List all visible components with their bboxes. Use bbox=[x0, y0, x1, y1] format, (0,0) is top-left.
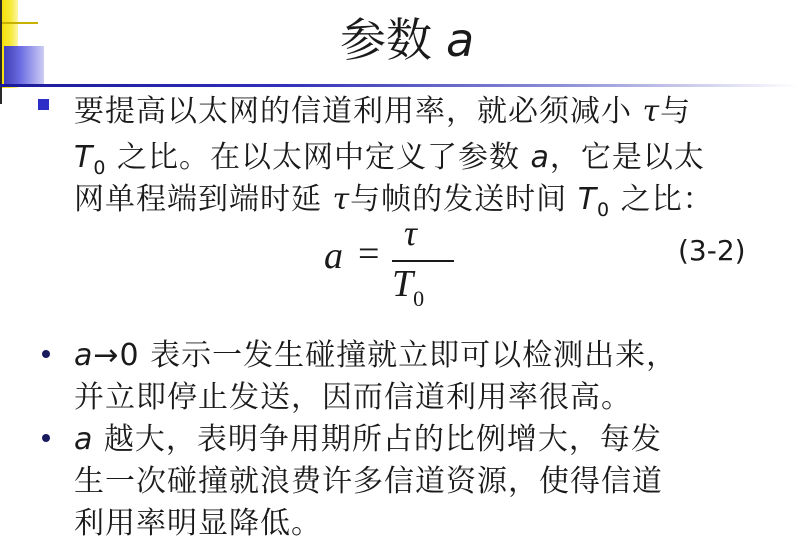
formula-a-equals-tau-over-t0 bbox=[322, 214, 462, 314]
round-bullet-icon bbox=[42, 350, 50, 358]
bullet1-line1-text: 要提高以太网的信道利用率，就必须减小 bbox=[74, 94, 643, 129]
bullet3-line1-text: 越大，表明争用期所占的比例增大，每发 bbox=[93, 422, 662, 457]
tau-symbol: τ bbox=[642, 94, 661, 129]
a-symbol: a bbox=[74, 338, 94, 373]
bullet1-line2 bbox=[74, 132, 705, 179]
t0-subscript: 0 bbox=[93, 157, 107, 179]
tau-symbol: τ bbox=[332, 182, 351, 217]
decorative-vertical-line bbox=[0, 0, 2, 104]
bullet1-line1 bbox=[74, 86, 691, 130]
bullet1-line1-end: 与 bbox=[660, 94, 692, 129]
a-symbol: a bbox=[74, 422, 94, 457]
bullet3-line1 bbox=[74, 414, 662, 458]
bullet2-line1-text: →0 表示一发生碰撞就立即可以检测出来， bbox=[93, 338, 678, 373]
formula-equals: = bbox=[358, 233, 380, 275]
formula-lhs: a bbox=[324, 235, 343, 277]
title-variable: a bbox=[446, 13, 475, 67]
equation-number: (3-2) bbox=[678, 234, 746, 267]
decorative-blue-square bbox=[4, 46, 44, 84]
t0-symbol: T bbox=[577, 182, 598, 217]
t0-subscript: 0 bbox=[597, 199, 611, 221]
formula-denominator bbox=[392, 262, 424, 312]
formula-denominator-sub: 0 bbox=[413, 286, 425, 311]
bullet2-line2: 并立即停止发送，因而信道利用率很高。 bbox=[74, 380, 632, 415]
bullet1-line3-end: 之比： bbox=[610, 182, 714, 217]
bullet1-line3-start: 网单程端到端时延 bbox=[74, 182, 333, 217]
bullet3-line3: 利用率明显降低。 bbox=[74, 506, 322, 541]
bullet2-line1 bbox=[74, 330, 677, 374]
a-symbol: a bbox=[530, 140, 550, 175]
bullet1-line3-mid: 与帧的发送时间 bbox=[350, 182, 578, 217]
round-bullet-icon bbox=[42, 434, 50, 442]
square-bullet-icon bbox=[38, 99, 49, 110]
bullet3-line2: 生一次碰撞就浪费许多信道资源，使得信道 bbox=[74, 464, 663, 499]
formula-numerator: τ bbox=[404, 213, 417, 253]
t0-symbol: T bbox=[74, 140, 94, 175]
slide-title bbox=[340, 4, 474, 70]
title-text: 参数 bbox=[340, 13, 432, 67]
bullet1-line2-end: ，它是以太 bbox=[549, 140, 705, 175]
bullet1-line2-mid: 之比。在以太网中定义了参数 bbox=[106, 140, 531, 175]
decorative-gold-line bbox=[0, 22, 38, 24]
formula-denominator-t: T bbox=[392, 263, 414, 305]
